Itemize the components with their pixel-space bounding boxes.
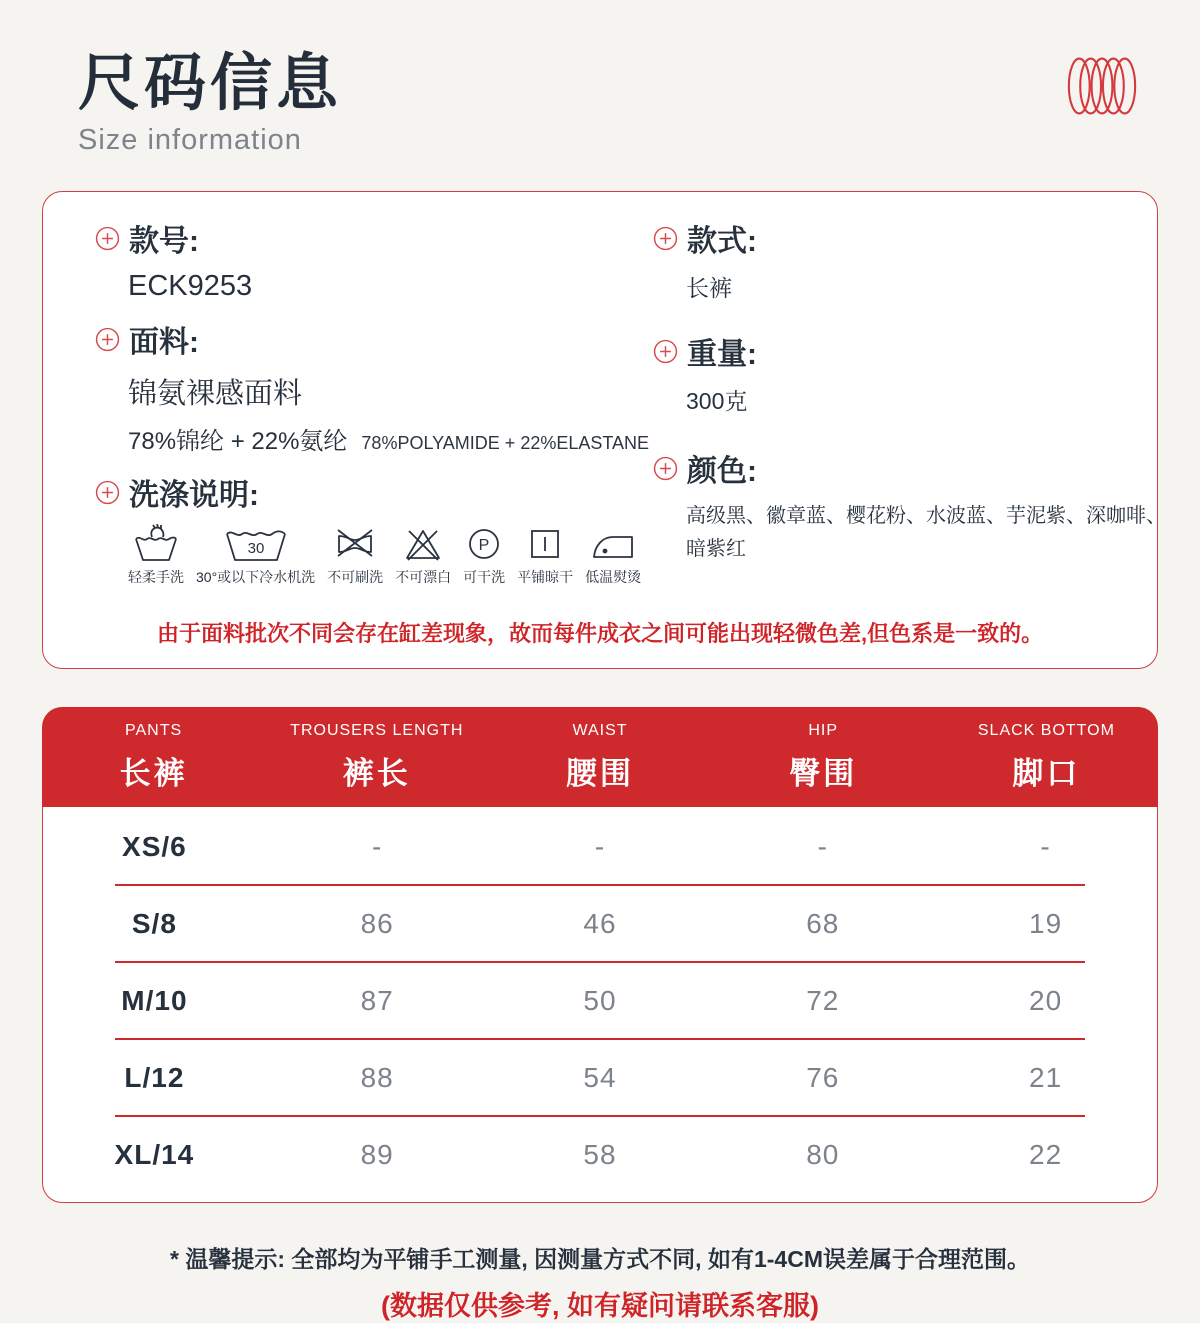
hip-value: - xyxy=(817,830,828,862)
header-label-zh: 腰围 xyxy=(566,755,634,791)
trousers-length-value: 88 xyxy=(360,1061,394,1093)
size-label: M/10 xyxy=(121,984,188,1016)
size-table-body xyxy=(42,807,1158,1203)
header-label-en: HIP xyxy=(808,721,839,739)
trousers-length-value: 89 xyxy=(360,1138,394,1170)
trousers-length-value: 87 xyxy=(360,984,394,1016)
wash-item xyxy=(196,522,315,587)
table-row-m xyxy=(43,963,1157,1038)
field-fabric xyxy=(95,317,653,456)
trousers-length-value: - xyxy=(372,830,383,862)
header-label-zh: 臀围 xyxy=(789,755,858,791)
field-style-type xyxy=(653,216,1172,303)
waist-value: 46 xyxy=(583,907,617,939)
footer-note-primary: * 温馨提示: 全部均为平铺手工测量, 因测量方式不同, 如有1-4CM误差属于合理范围。 xyxy=(170,1246,1030,1273)
hip-value: 76 xyxy=(806,1061,840,1093)
fabric-label: 面料: xyxy=(129,326,199,360)
footer-notes xyxy=(0,1241,1200,1323)
size-label: S/8 xyxy=(131,907,177,939)
coil-icon xyxy=(1066,55,1138,122)
trousers-length-value: 86 xyxy=(360,907,394,939)
table-row-xl xyxy=(43,1117,1157,1192)
style-no-value: ECK9253 xyxy=(128,270,253,303)
header-label-zh: 长裤 xyxy=(119,755,188,791)
product-info-grid xyxy=(95,216,1166,601)
hip-value: 68 xyxy=(806,907,840,939)
field-color xyxy=(653,446,1172,566)
header-cell-trousers-length xyxy=(265,722,488,793)
footer-note-secondary: (数据仅供参考, 如有疑问请联系客服) xyxy=(381,1291,819,1322)
size-label: L/12 xyxy=(124,1061,185,1093)
header-cell-pants xyxy=(42,722,265,793)
plus-circle-icon xyxy=(653,226,678,251)
plus-circle-icon xyxy=(653,456,678,481)
slack-bottom-value: 21 xyxy=(1029,1061,1063,1093)
wash-caption: 轻柔手洗 xyxy=(128,569,184,586)
header-label-en: WAIST xyxy=(572,721,628,739)
header-cell-waist xyxy=(488,722,711,793)
hand-wash-icon xyxy=(134,522,178,562)
header-label-en: TROUSERS LENGTH xyxy=(290,721,464,739)
dye-lot-note: 由于面料批次不同会存在缸差现象，故而每件成衣之间可能出现轻微色差,但色系是一致的。 xyxy=(157,621,1044,647)
wash-label: 洗涤说明: xyxy=(129,479,259,513)
plus-circle-icon xyxy=(95,226,120,251)
plus-circle-icon xyxy=(95,327,120,352)
page-subtitle: Size information xyxy=(78,124,302,157)
header-label-zh: 脚口 xyxy=(1012,755,1081,791)
size-table xyxy=(42,707,1158,1203)
slack-bottom-value: - xyxy=(1040,830,1051,862)
header-cell-slack-bottom xyxy=(935,722,1158,793)
size-label: XS/6 xyxy=(122,830,187,862)
wash-item xyxy=(585,522,641,587)
slack-bottom-value: 19 xyxy=(1029,907,1063,939)
fabric-value: 锦氨裸感面料 xyxy=(128,378,303,411)
table-row-xs xyxy=(43,809,1157,884)
color-label: 颜色: xyxy=(687,455,757,489)
info-column-right xyxy=(653,216,1172,601)
svg-text:P: P xyxy=(478,537,490,555)
dry-clean-icon xyxy=(465,522,503,562)
color-value: 高级黑、徽章蓝、樱花粉、水波蓝、芋泥紫、深咖啡、暗紫红 xyxy=(686,505,1166,561)
weight-value: 300克 xyxy=(686,388,748,415)
machine-wash-30-icon xyxy=(225,522,287,562)
weight-label: 重量: xyxy=(687,338,757,372)
field-weight xyxy=(653,329,1172,416)
page-title: 尺码信息 xyxy=(78,49,343,118)
no-scrub-icon xyxy=(335,522,375,562)
low-iron-icon xyxy=(592,522,634,562)
wash-caption: 低温熨烫 xyxy=(585,569,642,586)
header-label-en: SLACK BOTTOM xyxy=(977,721,1115,739)
waist-value: 54 xyxy=(583,1061,617,1093)
wash-item xyxy=(463,522,505,587)
plus-circle-icon xyxy=(95,480,120,505)
header-label-en: PANTS xyxy=(125,721,183,739)
flat-dry-icon xyxy=(526,522,564,562)
waist-value: 50 xyxy=(583,984,617,1016)
plus-circle-icon xyxy=(653,339,678,364)
wash-caption: 不可刷洗 xyxy=(327,569,384,586)
fabric-composition-en: 78%POLYAMIDE + 22%ELASTANE xyxy=(361,433,650,454)
size-table-header xyxy=(42,707,1158,807)
slack-bottom-value: 22 xyxy=(1029,1138,1063,1170)
info-column-left xyxy=(95,216,653,601)
style-type-label: 款式: xyxy=(687,225,757,259)
wash-caption: 不可漂白 xyxy=(395,569,452,586)
style-no-label: 款号: xyxy=(129,225,199,259)
wash-caption: 可干洗 xyxy=(463,569,506,586)
fabric-composition-zh: 78%锦纶 + 22%氨纶 xyxy=(128,428,348,456)
table-row-s xyxy=(43,886,1157,961)
wash-item xyxy=(327,522,383,587)
wash-caption: 平铺晾干 xyxy=(517,569,574,586)
hip-value: 80 xyxy=(806,1138,840,1170)
waist-value: 58 xyxy=(583,1138,617,1170)
slack-bottom-value: 20 xyxy=(1029,984,1063,1016)
svg-text:30: 30 xyxy=(247,540,264,558)
no-bleach-icon xyxy=(403,522,443,562)
field-style-no xyxy=(95,216,653,303)
hip-value: 72 xyxy=(806,984,840,1016)
header-label-zh: 裤长 xyxy=(342,755,411,791)
waist-value: - xyxy=(594,830,606,862)
header-cell-hip xyxy=(712,722,935,793)
product-info-card xyxy=(42,191,1166,669)
wash-item xyxy=(395,522,451,587)
wash-item xyxy=(128,522,184,587)
wash-caption: 30°或以下冷水机洗 xyxy=(196,569,316,586)
wash-item xyxy=(517,522,573,587)
wash-icon-row xyxy=(128,522,653,587)
header xyxy=(0,0,1200,157)
style-type-value: 长裤 xyxy=(686,275,732,302)
size-label: XL/14 xyxy=(114,1138,195,1170)
table-row-l xyxy=(43,1040,1157,1115)
field-wash-instructions xyxy=(95,470,653,587)
